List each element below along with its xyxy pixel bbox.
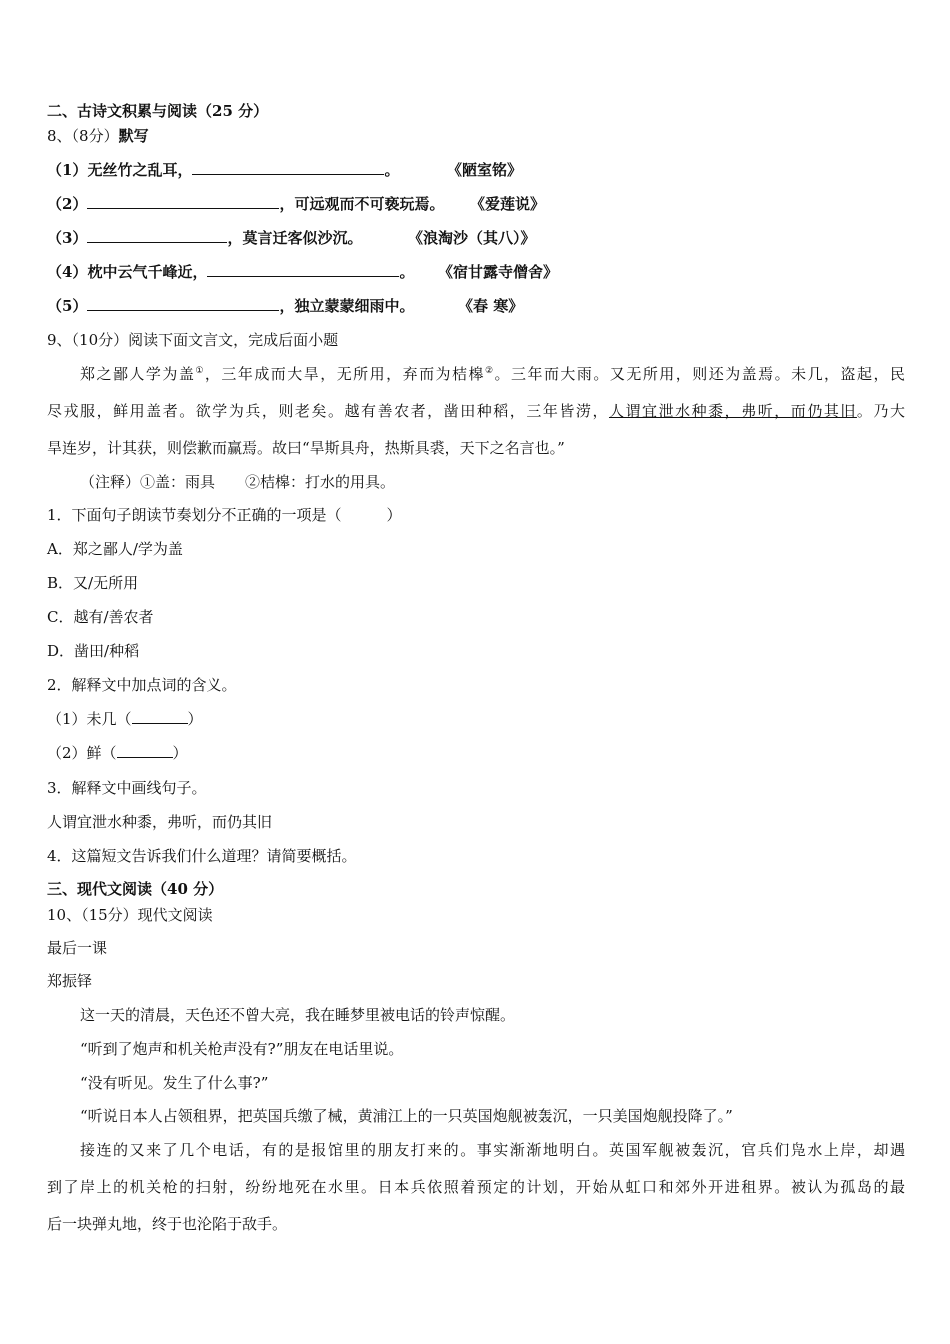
item-text-after: ，可远观而不可亵玩焉。 <box>279 195 445 213</box>
dictation-item-2 <box>47 194 444 214</box>
question-8-title <box>47 126 149 146</box>
item-number: （4） <box>47 263 88 281</box>
sub-question-3-stem: 3．解释文中画线句子。 <box>47 779 207 797</box>
section-2-heading: 二、古诗文积累与阅读（25 分） <box>47 102 269 120</box>
option-d[interactable]: D．凿田/种稻 <box>47 642 140 660</box>
item-text-after: 。 <box>399 263 415 281</box>
sub-question-4-stem: 4．这篇短文告诉我们什么道理？请简要概括。 <box>47 847 357 865</box>
dictation-source-3: 《浪淘沙（其八）》 <box>408 229 536 247</box>
dictation-source-2: 《爱莲说》 <box>470 195 546 213</box>
passage-text: 。三年而大雨。又无所用，则还为盖焉。未几，盗起，民 <box>494 365 905 383</box>
option-c[interactable]: C．越有/善农者 <box>47 608 154 626</box>
item-text: （2）鲜（ <box>47 744 117 762</box>
fill-blank[interactable] <box>87 228 227 243</box>
fill-blank[interactable] <box>87 194 279 209</box>
fill-blank[interactable] <box>87 296 279 311</box>
item-text-before: 无丝竹之乱耳， <box>87 161 193 179</box>
item-close: ） <box>172 744 188 762</box>
dictation-item-1 <box>47 160 399 180</box>
question-10-title: 10、（15分）现代文阅读 <box>47 906 213 924</box>
annotation-note: （注释）①盖：雨具 ②桔槔：打水的用具。 <box>80 473 396 491</box>
item-number: （5） <box>47 297 88 315</box>
question-8-number: 8、（8分） <box>47 127 119 145</box>
article-paragraph-2: “听到了炮声和机关枪声没有?”朋友在电话里说。 <box>80 1040 404 1058</box>
article-title: 最后一课 <box>47 939 108 957</box>
passage-text: 尽戎服，鲜用盖者。欲学为兵，则老矣。越有善农者，凿田种稻，三年皆涝， <box>47 402 609 420</box>
article-paragraph-4: “听说日本人占领租界，把英国兵缴了械，黄浦江上的一只英国炮舰被轰沉，一只美国炮舰投降了。” <box>80 1107 733 1125</box>
item-number: （1） <box>47 161 88 179</box>
underlined-sentence: 人谓宜泄水种黍，弗听，而仍其旧 <box>608 402 857 420</box>
dictation-source-4: 《宿甘露寺僧舍》 <box>438 263 559 281</box>
dictation-item-3 <box>47 228 362 248</box>
item-text-after: ，独立蒙蒙细雨中。 <box>279 297 415 315</box>
item-close: ） <box>187 710 203 728</box>
dictation-source-1: 《陋室铭》 <box>447 161 523 179</box>
article-author: 郑振铎 <box>47 972 93 990</box>
dictation-item-4 <box>47 262 414 282</box>
question-9-title: 9、（10分）阅读下面文言文，完成后面小题 <box>47 331 339 349</box>
option-a[interactable]: A．郑之鄙人/学为盖 <box>47 540 183 558</box>
fill-blank[interactable] <box>207 262 399 277</box>
fill-blank[interactable] <box>192 160 384 175</box>
passage-line-3: 旱连岁，计其获，则偿歉而赢焉。故曰“旱斯具舟，热斯具裘，天下之名言也。” <box>47 439 565 457</box>
fill-blank[interactable] <box>117 743 173 758</box>
dictation-source-5: 《春 寒》 <box>458 297 524 315</box>
article-paragraph-5-line-1: 接连的又来了几个电话，有的是报馆里的朋友打来的。事实渐渐地明白。英国军舰被轰沉，官兵们凫水上岸，却遇 <box>80 1141 905 1159</box>
sub-question-3-sentence: 人谓宜泄水种黍，弗听，而仍其旧 <box>47 813 273 831</box>
fill-blank[interactable] <box>132 709 188 724</box>
item-text: （1）未几（ <box>47 710 132 728</box>
passage-line-1 <box>80 364 905 384</box>
article-paragraph-3: “没有听见。发生了什么事?” <box>80 1074 269 1092</box>
sub-question-1-stem: 1．下面句子朗读节奏划分不正确的一项是（ ） <box>47 506 402 524</box>
item-text-after: ，莫言迁客似沙沉。 <box>227 229 363 247</box>
item-number: （2） <box>47 195 88 213</box>
item-text-before: 枕中云气千峰近， <box>87 263 208 281</box>
article-paragraph-5-line-2: 到了岸上的机关枪的扫射，纷纷地死在水里。日本兵依照着预定的计划，开始从虹口和郊外开进租界。被认为孤岛的最 <box>47 1178 905 1196</box>
sub-question-2-stem: 2．解释文中加点词的含义。 <box>47 676 237 694</box>
article-paragraph-1: 这一天的清晨，天色还不曾大亮，我在睡梦里被电话的铃声惊醒。 <box>80 1006 516 1024</box>
item-text-after: 。 <box>384 161 400 179</box>
item-number: （3） <box>47 229 88 247</box>
dictation-item-5 <box>47 296 414 316</box>
passage-text: 郑之鄙人学为盖 <box>80 365 196 383</box>
option-b[interactable]: B．又/无所用 <box>47 574 139 592</box>
article-paragraph-5-line-3: 后一块弹丸地，终于也沦陷于敌手。 <box>47 1215 288 1233</box>
footnote-mark: ② <box>484 366 495 376</box>
sub-question-2-item-2 <box>47 743 188 763</box>
passage-line-2 <box>47 401 905 421</box>
passage-text: 。乃大 <box>856 402 905 420</box>
section-3-heading: 三、现代文阅读（40 分） <box>47 880 224 898</box>
passage-text: ，三年成而大旱，无所用，弃而为桔槔 <box>204 365 485 383</box>
sub-question-2-item-1 <box>47 709 203 729</box>
question-8-label: 默写 <box>118 127 149 145</box>
footnote-mark: ① <box>195 366 205 376</box>
